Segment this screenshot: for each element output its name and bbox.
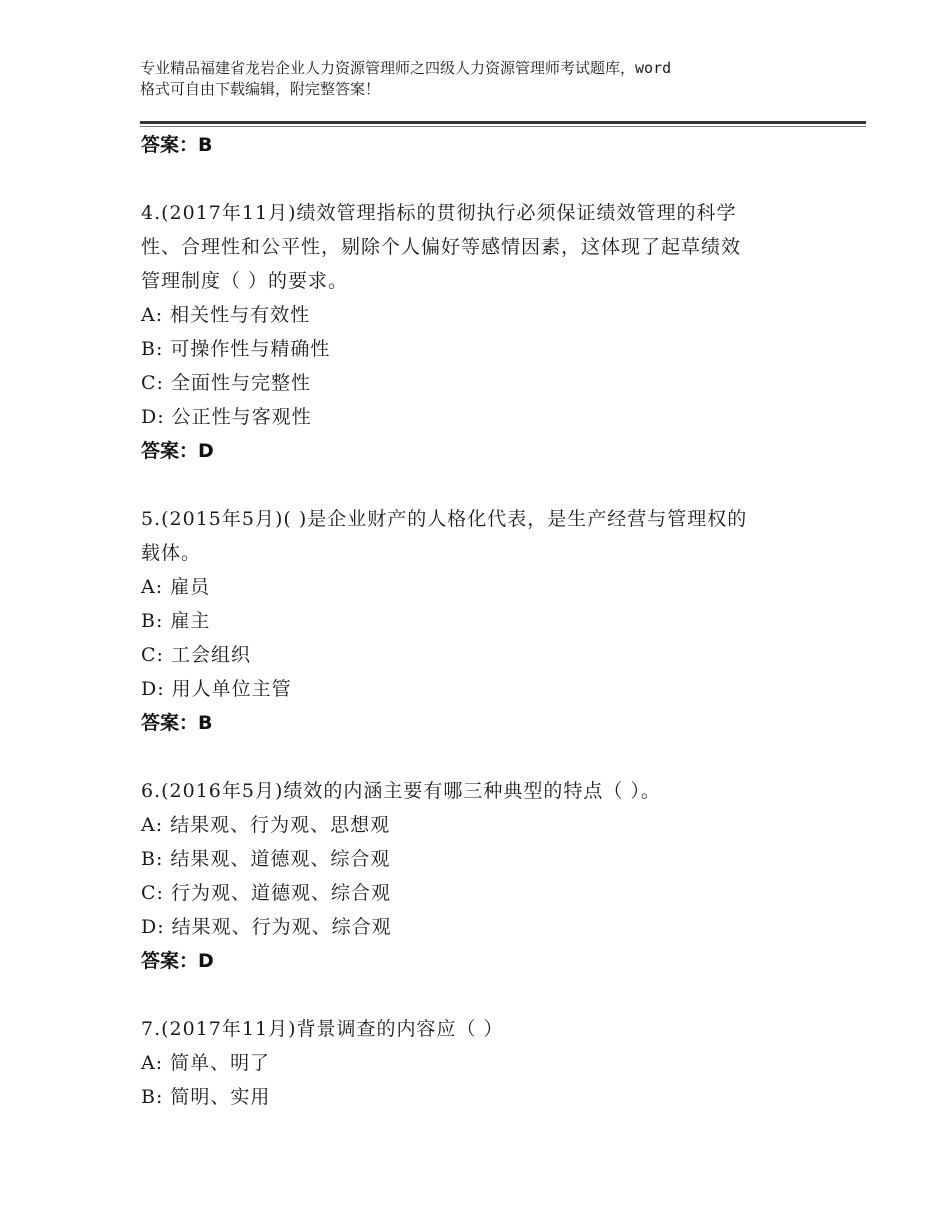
option-b: B: 雇主 <box>141 610 211 632</box>
question-list <box>141 128 841 1114</box>
question-stem <box>141 1012 841 1046</box>
header-line-2: 格式可自由下载编辑，附完整答案！ <box>140 80 381 98</box>
stem-line: 载体。 <box>141 542 202 564</box>
header-divider-thin <box>140 126 866 127</box>
question-stem <box>141 196 841 298</box>
option-c: C: 全面性与完整性 <box>141 372 311 394</box>
option-b: B: 简明、实用 <box>141 1086 271 1108</box>
question-6 <box>141 774 841 978</box>
stem-line: 4.(2017年11月)绩效管理指标的贯彻执行必须保证绩效管理的科学 <box>141 202 737 224</box>
option-c: C: 行为观、道德观、综合观 <box>141 882 391 904</box>
question-4 <box>141 196 841 468</box>
question-stem <box>141 502 841 570</box>
option-a: A: 结果观、行为观、思想观 <box>141 814 391 836</box>
option-a: A: 雇员 <box>141 576 211 598</box>
question-7 <box>141 1012 841 1114</box>
option-d: D: 公正性与客观性 <box>141 406 312 428</box>
stem-line: 管理制度（ ）的要求。 <box>141 270 349 292</box>
option-c: C: 工会组织 <box>141 644 251 666</box>
answer-line: 答案：D <box>141 440 214 462</box>
option-d: D: 用人单位主管 <box>141 678 292 700</box>
option-b: B: 可操作性与精确性 <box>141 338 331 360</box>
option-a: A: 相关性与有效性 <box>141 304 311 326</box>
stem-line: 性、合理性和公平性，剔除个人偏好等感情因素，这体现了起草绩效 <box>141 236 742 258</box>
answer-line: 答案：D <box>141 950 214 972</box>
question-5 <box>141 502 841 740</box>
document-header <box>140 58 840 100</box>
answer-line: 答案：B <box>141 134 213 156</box>
option-b: B: 结果观、道德观、综合观 <box>141 848 391 870</box>
header-divider-thick <box>140 121 866 124</box>
header-line-1: 专业精品福建省龙岩企业人力资源管理师之四级人力资源管理师考试题库，word <box>140 59 672 77</box>
option-a: A: 简单、明了 <box>141 1052 271 1074</box>
option-d: D: 结果观、行为观、综合观 <box>141 916 392 938</box>
question-stem <box>141 774 841 808</box>
stem-line: 7.(2017年11月)背景调查的内容应（ ） <box>141 1018 504 1040</box>
stem-line: 6.(2016年5月)绩效的内涵主要有哪三种典型的特点（ ）。 <box>141 780 661 802</box>
answer-line: 答案：B <box>141 712 213 734</box>
stem-line: 5.(2015年5月)( )是企业财产的人格化代表，是生产经营与管理权的 <box>141 508 748 530</box>
